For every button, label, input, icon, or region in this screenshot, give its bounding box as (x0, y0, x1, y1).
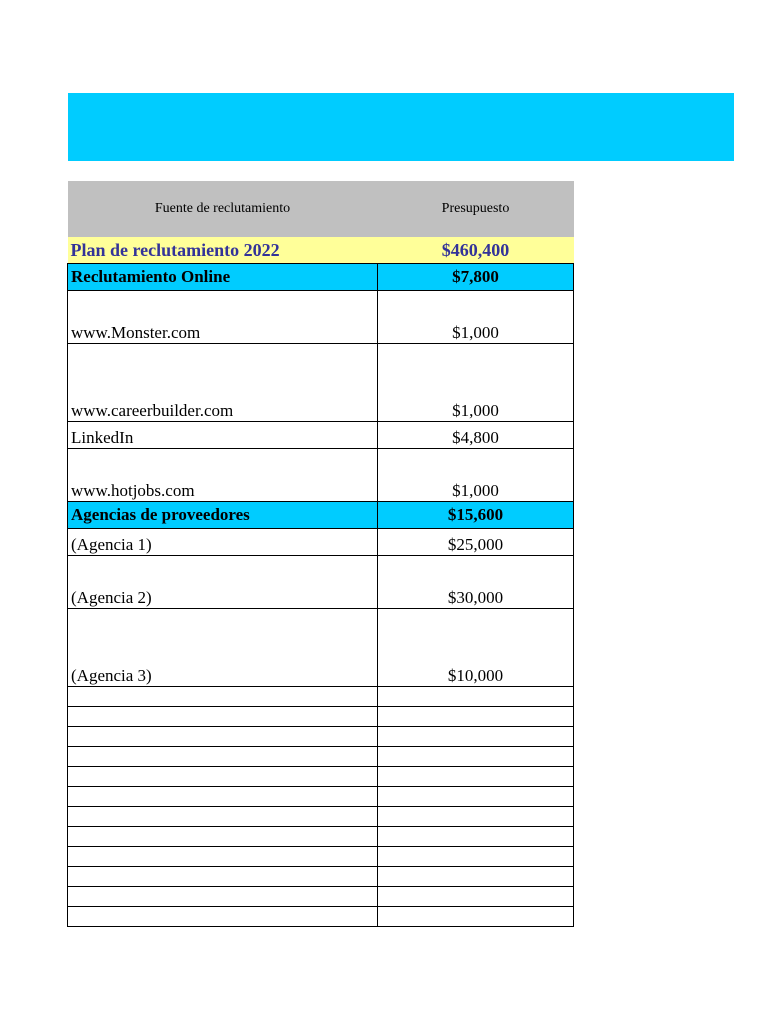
empty-row (68, 707, 574, 727)
empty-cell[interactable] (378, 767, 574, 787)
section-label[interactable]: Reclutamiento Online (68, 264, 378, 291)
title-banner (68, 93, 734, 161)
empty-cell[interactable] (378, 787, 574, 807)
empty-row (68, 727, 574, 747)
table-header-row (68, 181, 574, 237)
table-row (68, 609, 574, 687)
empty-cell[interactable] (378, 887, 574, 907)
table-row (68, 449, 574, 502)
table-row (68, 344, 574, 422)
section-row-online (68, 264, 574, 291)
empty-cell[interactable] (68, 867, 378, 887)
empty-cell[interactable] (378, 827, 574, 847)
column-header-source: Fuente de reclutamiento (68, 181, 378, 237)
empty-cell[interactable] (68, 687, 378, 707)
plan-label[interactable]: Plan de reclutamiento 2022 (68, 237, 378, 264)
empty-cell[interactable] (378, 747, 574, 767)
item-value[interactable]: $1,000 (378, 344, 574, 422)
plan-value[interactable]: $460,400 (378, 237, 574, 264)
empty-cell[interactable] (68, 727, 378, 747)
item-value[interactable]: $30,000 (378, 556, 574, 609)
item-label[interactable]: www.careerbuilder.com (68, 344, 378, 422)
column-header-budget: Presupuesto (378, 181, 574, 237)
empty-row (68, 687, 574, 707)
section-row-agencies (68, 502, 574, 529)
table-row (68, 556, 574, 609)
empty-cell[interactable] (378, 907, 574, 927)
item-value[interactable]: $4,800 (378, 422, 574, 449)
empty-row (68, 807, 574, 827)
empty-cell[interactable] (378, 807, 574, 827)
section-value[interactable]: $7,800 (378, 264, 574, 291)
item-value[interactable]: $25,000 (378, 529, 574, 556)
empty-cell[interactable] (378, 707, 574, 727)
empty-row (68, 907, 574, 927)
item-value[interactable]: $1,000 (378, 449, 574, 502)
empty-cell[interactable] (68, 807, 378, 827)
empty-row (68, 887, 574, 907)
item-value[interactable]: $10,000 (378, 609, 574, 687)
table-row (68, 291, 574, 344)
empty-cell[interactable] (68, 747, 378, 767)
item-label[interactable]: (Agencia 3) (68, 609, 378, 687)
empty-row (68, 867, 574, 887)
section-value[interactable]: $15,600 (378, 502, 574, 529)
item-label[interactable]: (Agencia 1) (68, 529, 378, 556)
item-label[interactable]: (Agencia 2) (68, 556, 378, 609)
item-value[interactable]: $1,000 (378, 291, 574, 344)
budget-table (67, 181, 574, 927)
empty-cell[interactable] (68, 787, 378, 807)
section-label[interactable]: Agencias de proveedores (68, 502, 378, 529)
table-row (68, 422, 574, 449)
table-row (68, 529, 574, 556)
empty-cell[interactable] (68, 847, 378, 867)
empty-cell[interactable] (378, 867, 574, 887)
empty-row (68, 847, 574, 867)
empty-cell[interactable] (68, 907, 378, 927)
empty-cell[interactable] (68, 707, 378, 727)
empty-row (68, 827, 574, 847)
empty-cell[interactable] (68, 827, 378, 847)
empty-cell[interactable] (68, 767, 378, 787)
item-label[interactable]: www.Monster.com (68, 291, 378, 344)
empty-cell[interactable] (378, 727, 574, 747)
empty-row (68, 787, 574, 807)
item-label[interactable]: www.hotjobs.com (68, 449, 378, 502)
item-label[interactable]: LinkedIn (68, 422, 378, 449)
empty-row (68, 747, 574, 767)
empty-cell[interactable] (378, 687, 574, 707)
empty-cell[interactable] (378, 847, 574, 867)
plan-total-row (68, 237, 574, 264)
empty-cell[interactable] (68, 887, 378, 907)
empty-row (68, 767, 574, 787)
